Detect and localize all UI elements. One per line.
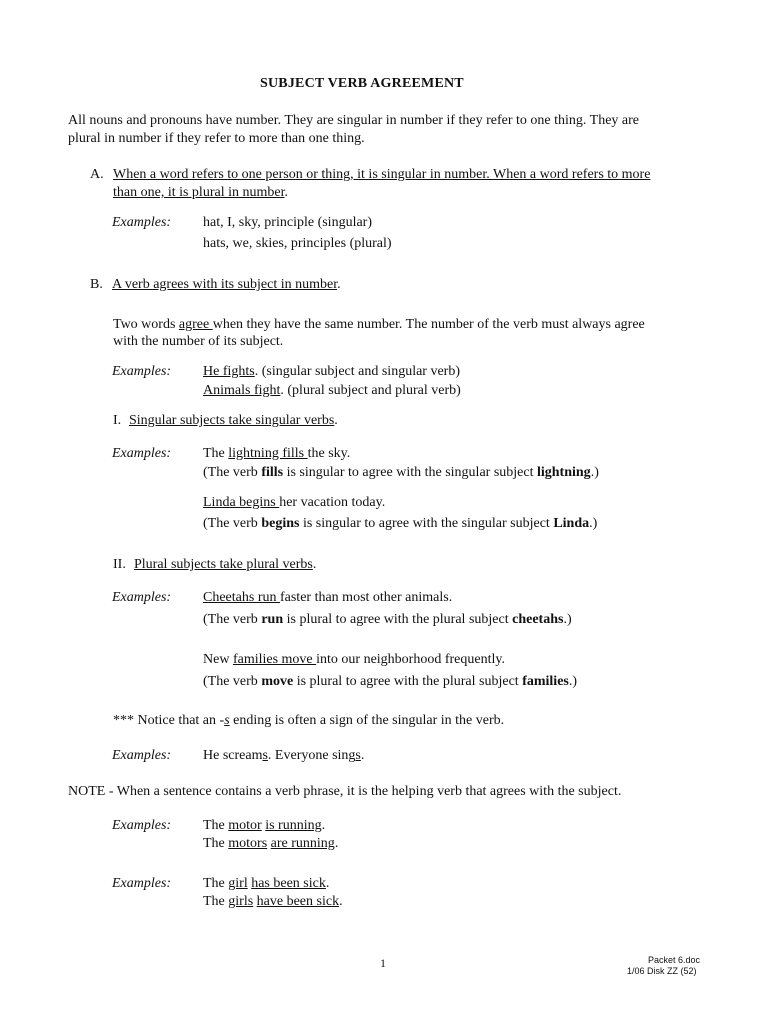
examples-label: Examples: <box>112 748 172 763</box>
section-b-example-1: He fights. (singular subject and singular verb) <box>203 364 460 379</box>
section-a-example-1: hat, I, sky, principle (singular) <box>203 215 372 230</box>
section-i-example-2-explanation: (The verb begins is singular to agree with the singular subject Linda.) <box>203 516 598 531</box>
section-a-rule-line-1: When a word refers to one person or thing, it is singular in number. When a word refers to more <box>113 167 651 182</box>
intro-line-2: plural in number if they refer to more than one thing. <box>68 131 365 146</box>
section-a-marker: A. <box>90 167 104 182</box>
examples-label: Examples: <box>112 876 172 891</box>
examples-label: Examples: <box>112 590 172 605</box>
examples-label: Examples: <box>112 364 172 379</box>
section-b-example-2: Animals fight. (plural subject and plural verb) <box>203 383 461 398</box>
section-i-example-1: The lightning fills the sky. <box>203 446 351 461</box>
notice-example: He screams. Everyone sings. <box>203 748 365 763</box>
section-i-rule: Singular subjects take singular verbs. <box>129 413 338 428</box>
footer-file-name: Packet 6.doc <box>648 955 701 965</box>
page-number: 1 <box>380 956 386 970</box>
note-example-1: The motor is running. <box>203 818 326 833</box>
note-example-4: The girls have been sick. <box>203 894 343 909</box>
section-ii-rule: Plural subjects take plural verbs. <box>134 557 317 572</box>
section-ii-example-1: Cheetahs run faster than most other animals. <box>203 590 453 605</box>
section-ii-example-2-explanation: (The verb move is plural to agree with the plural subject families.) <box>203 674 578 689</box>
section-b-paragraph-line-1: Two words agree when they have the same number. The number of the verb must always agree <box>113 317 645 332</box>
section-i-example-1-explanation: (The verb fills is singular to agree with the singular subject lightning.) <box>203 465 599 480</box>
section-a-rule-line-2: than one, it is plural in number. <box>113 185 288 200</box>
section-i-marker: I. <box>113 413 122 428</box>
page-title: SUBJECT VERB AGREEMENT <box>260 76 464 91</box>
examples-label: Examples: <box>112 446 172 461</box>
section-ii-example-2: New families move into our neighborhood frequently. <box>203 652 505 667</box>
note-line: NOTE - When a sentence contains a verb phrase, it is the helping verb that agrees with the subject. <box>68 784 622 799</box>
examples-label: Examples: <box>112 818 172 833</box>
notice-line: *** Notice that an -s ending is often a sign of the singular in the verb. <box>113 713 505 728</box>
section-ii-marker: II. <box>113 557 126 572</box>
note-example-2: The motors are running. <box>203 836 339 851</box>
section-b-rule: A verb agrees with its subject in number. <box>112 277 341 292</box>
footer-disk-info: 1/06 Disk ZZ (52) <box>627 966 697 976</box>
examples-label: Examples: <box>112 215 172 230</box>
section-a-example-2: hats, we, skies, principles (plural) <box>203 236 392 251</box>
section-b-paragraph-line-2: with the number of its subject. <box>113 334 284 349</box>
section-b-marker: B. <box>90 277 103 292</box>
note-example-3: The girl has been sick. <box>203 876 330 891</box>
section-ii-example-1-explanation: (The verb run is plural to agree with the plural subject cheetahs.) <box>203 612 572 627</box>
intro-line-1: All nouns and pronouns have number. They are singular in number if they refer to one thing. They are <box>68 113 639 128</box>
section-i-example-2: Linda begins her vacation today. <box>203 495 386 510</box>
